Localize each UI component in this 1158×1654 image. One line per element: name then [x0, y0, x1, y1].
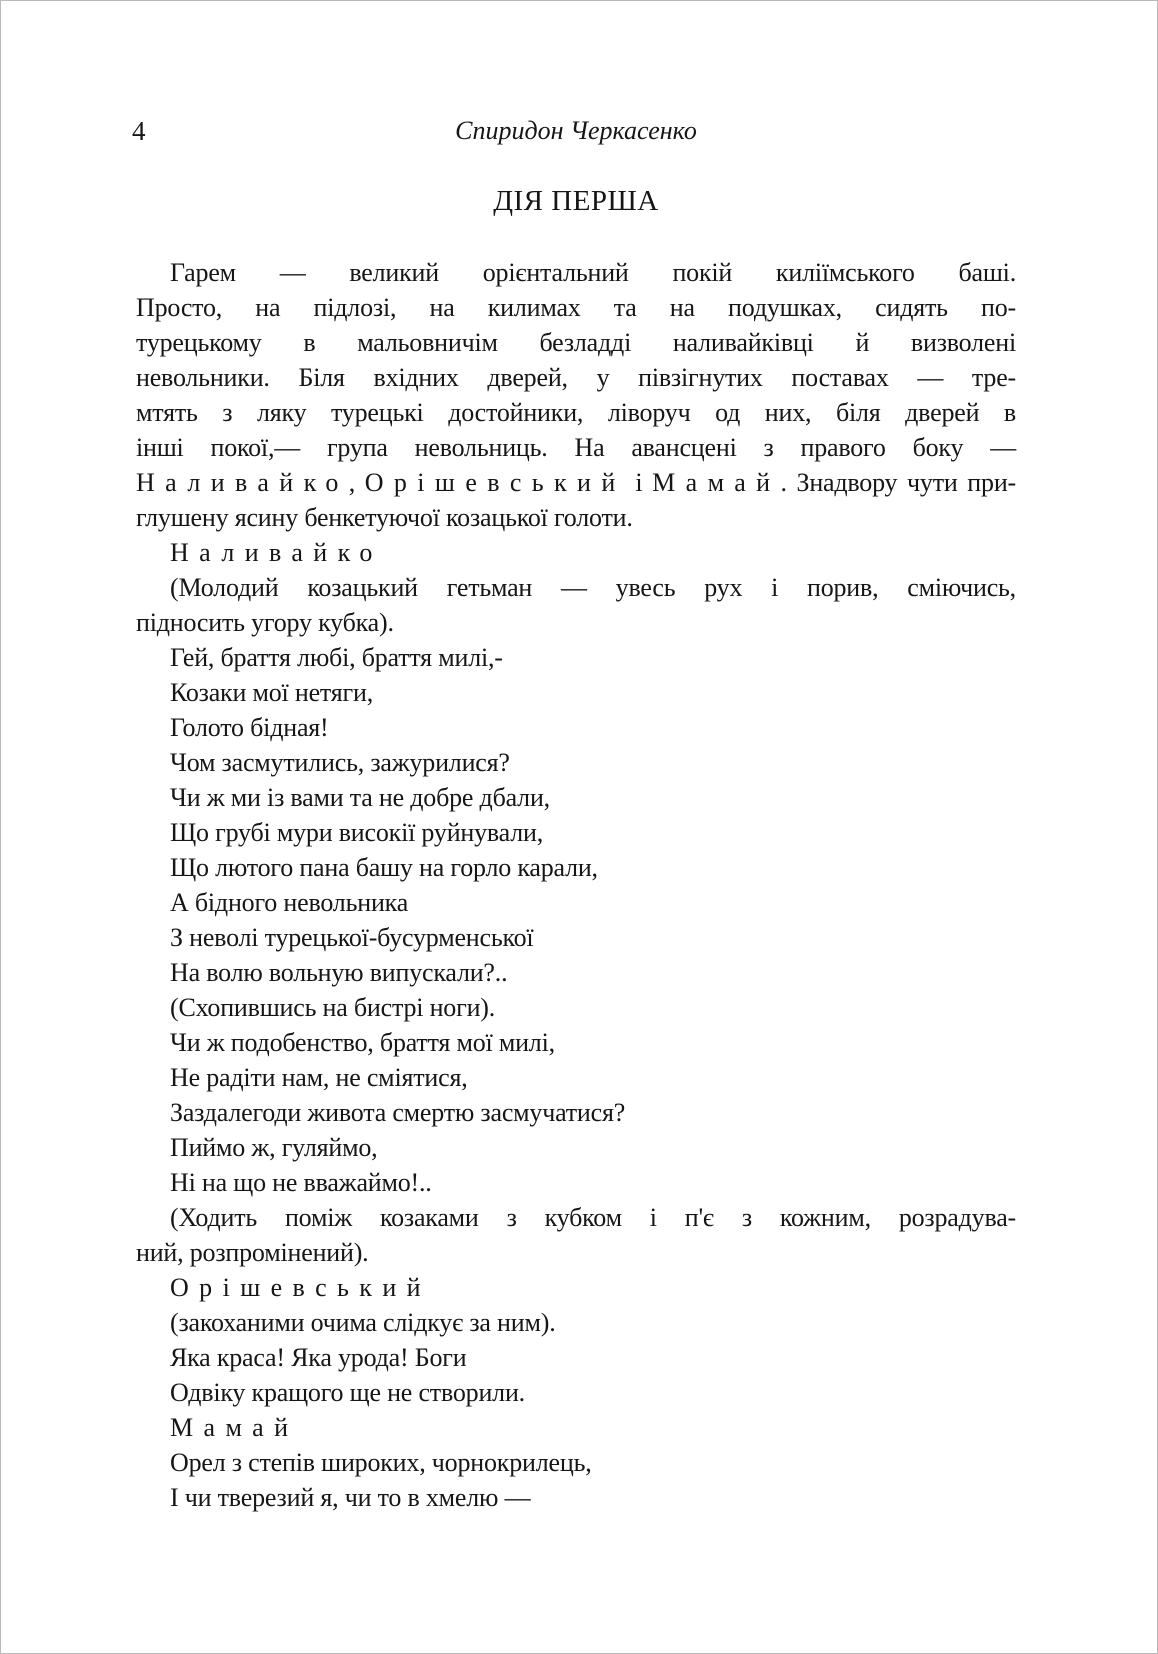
text-line — [136, 500, 1016, 535]
text-line — [136, 1375, 1016, 1410]
text-line — [136, 1060, 1016, 1095]
text-block — [136, 255, 1016, 1515]
text-segment: Козаки мої нетяги, — [170, 678, 373, 707]
text-line — [136, 710, 1016, 745]
text-segment: Чи ж подобенство, браття мої милі, — [170, 1028, 555, 1057]
text-segment: невольники. Біля вхідних дверей, у півзігнутих поставах — тре- — [136, 363, 1016, 392]
character-name-line — [136, 1270, 1016, 1305]
text-segment: А бідного невольника — [170, 888, 409, 917]
text-segment: Що грубі мури високії руйнували, — [170, 818, 544, 847]
text-line — [136, 990, 1016, 1025]
text-line — [136, 1130, 1016, 1165]
text-line — [136, 1480, 1016, 1515]
text-line — [136, 290, 1016, 325]
text-line — [136, 1095, 1016, 1130]
text-segment: Просто, на підлозі, на килимах та на подушках, сидять по- — [136, 293, 1016, 322]
text-segment: На волю вольную випускали?.. — [170, 958, 508, 987]
text-line — [136, 325, 1016, 360]
text-line — [136, 570, 1016, 605]
text-segment: Одвіку кращого ще не створили. — [170, 1378, 525, 1407]
text-segment: Заздалегоди живота смертю засмучатися? — [170, 1098, 626, 1127]
page-header — [132, 113, 1016, 149]
text-segment: (Молодий козацький гетьман — увесь рух і порив, сміючись, — [170, 573, 1016, 602]
text-line — [136, 815, 1016, 850]
text-segment: Гей, браття любі, браття милі,- — [170, 643, 503, 672]
text-line — [136, 360, 1016, 395]
text-segment: мтять з ляку турецькі достойники, ліворуч од них, біля дверей в — [136, 398, 1016, 427]
text-line — [136, 850, 1016, 885]
act-title: ДІЯ ПЕРША — [493, 185, 659, 217]
text-segment: Ні на що не вважаймо!.. — [170, 1168, 432, 1197]
text-line — [136, 780, 1016, 815]
text-segment: Гарем — великий орієнтальний покій киліїмського баші. — [170, 258, 1016, 287]
text-segment: (закоханими очима слідкує за ним). — [170, 1308, 556, 1337]
text-line — [136, 640, 1016, 675]
character-name: Наливайко — [170, 538, 383, 567]
text-segment: , — [348, 468, 365, 497]
text-segment: З неволі турецької-бусурменської — [170, 923, 534, 952]
character-name: Мамай — [170, 1413, 299, 1442]
text-line — [136, 1200, 1016, 1235]
text-line — [136, 1235, 1016, 1270]
running-head: Спиридон Черкасенко — [455, 116, 697, 145]
text-segment: і — [625, 468, 653, 497]
text-segment: глушену ясину бенкетуючої козацької голоти. — [136, 503, 633, 532]
text-segment: Що лютого пана башу на горло карали, — [170, 853, 598, 882]
text-segment: Чи ж ми із вами та не добре дбали, — [170, 783, 550, 812]
text-segment: . Знадвору чути при- — [780, 468, 1016, 497]
text-segment: турецькому в мальовничім безладді наливайківці й визволені — [136, 328, 1016, 357]
text-segment: підносить угору кубка). — [136, 608, 394, 637]
character-name: Мамай — [652, 468, 781, 497]
text-segment: (Схопившись на бистрі ноги). — [170, 993, 496, 1022]
text-line — [136, 395, 1016, 430]
text-line — [136, 1165, 1016, 1200]
text-line — [136, 1445, 1016, 1480]
text-segment: Пиймо ж, гуляймо, — [170, 1133, 378, 1162]
text-line — [136, 430, 1016, 465]
text-segment: ний, розпромінений). — [136, 1238, 369, 1267]
text-segment: Чом засмутились, зажурилися? — [170, 748, 510, 777]
text-line — [136, 920, 1016, 955]
text-line — [136, 885, 1016, 920]
text-segment: Орел з степів широких, чорнокрилець, — [170, 1448, 592, 1477]
text-segment: інші покої,— група невольниць. На авансцені з правого боку — — [136, 433, 1016, 462]
text-segment: Яка краса! Яка урода! Боги — [170, 1343, 467, 1372]
text-line — [136, 1340, 1016, 1375]
text-line — [136, 465, 1016, 500]
text-segment: І чи тверезий я, чи то в хмелю — — [170, 1483, 531, 1512]
page-content — [132, 113, 1016, 1515]
character-name: Орішевський — [170, 1273, 431, 1302]
character-name: Наливайко — [136, 468, 349, 497]
character-name-line — [136, 535, 1016, 570]
character-name-line — [136, 1410, 1016, 1445]
text-line — [136, 1025, 1016, 1060]
text-line — [136, 955, 1016, 990]
text-line — [136, 745, 1016, 780]
text-line — [136, 605, 1016, 640]
page-number: 4 — [132, 116, 146, 146]
text-line — [136, 675, 1016, 710]
text-segment: (Ходить поміж козаками з кубком і п'є з кожним, розрадува- — [170, 1203, 1016, 1232]
character-name: Орішевський — [364, 468, 626, 497]
text-segment: Голото бідная! — [170, 713, 329, 742]
text-segment: Не радіти нам, не сміятися, — [170, 1063, 468, 1092]
text-line — [136, 255, 1016, 290]
text-line — [136, 1305, 1016, 1340]
